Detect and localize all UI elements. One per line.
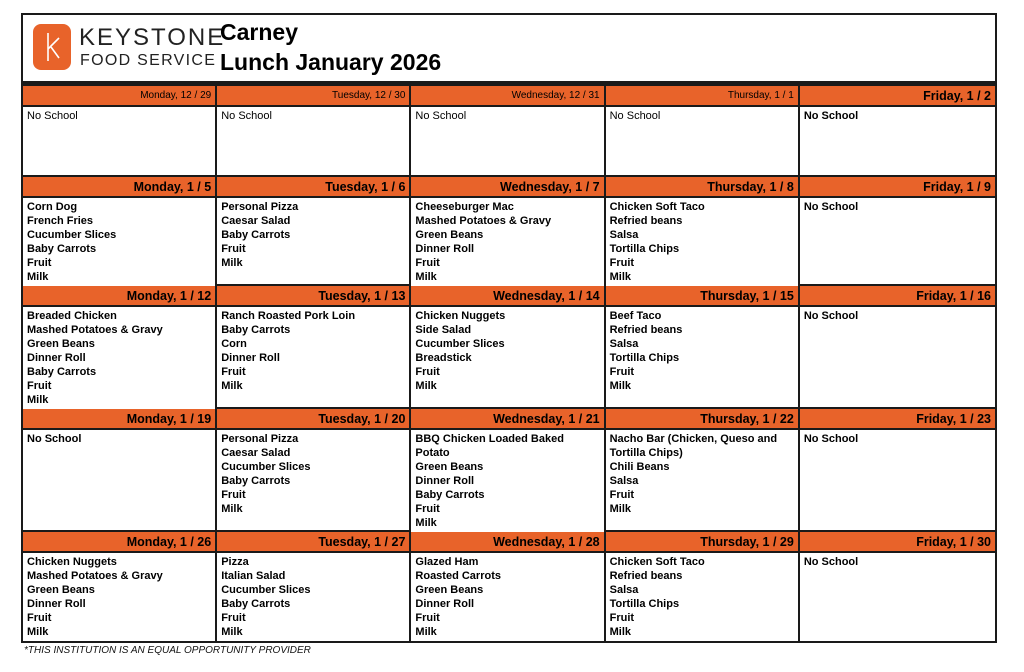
menu-item: Milk <box>415 517 437 529</box>
menu-item: Chicken Soft Taco <box>609 556 705 568</box>
day-header: Wednesday, 1 / 7 <box>411 177 603 198</box>
menu-item: Milk <box>221 257 243 269</box>
menu-items <box>411 430 603 534</box>
menu-items <box>23 430 215 532</box>
menu-item: Milk <box>609 626 632 638</box>
menu-item: Milk <box>415 626 437 638</box>
day-header: Tuesday, 1 / 13 <box>217 286 409 307</box>
menu-item: Tortilla Chips <box>609 598 680 610</box>
day-cell <box>606 286 800 409</box>
menu-item: Fruit <box>27 612 52 624</box>
menu-item: Fruit <box>609 257 635 269</box>
menu-item: Mashed Potatoes & Gravy <box>415 215 552 227</box>
menu-item: Dinner Roll <box>27 598 86 610</box>
menu-item: Personal Pizza <box>221 433 299 445</box>
menu-item: Fruit <box>221 243 246 255</box>
day-header: Wednesday, 1 / 14 <box>411 286 603 307</box>
day-header: Monday, 1 / 5 <box>23 177 215 198</box>
day-cell <box>217 86 411 177</box>
menu-items <box>800 198 995 286</box>
menu-item: Baby Carrots <box>221 598 291 610</box>
day-header: Monday, 12 / 29 <box>23 86 215 107</box>
menu-item: Milk <box>27 626 49 638</box>
day-cell <box>606 409 800 532</box>
menu-item: Dinner Roll <box>221 352 280 364</box>
menu-item: Salsa <box>609 475 639 487</box>
menu-item: No School <box>609 110 661 122</box>
week-row <box>23 532 995 641</box>
menu-item: Fruit <box>415 257 440 269</box>
day-cell <box>606 86 800 177</box>
day-header: Wednesday, 1 / 28 <box>411 532 603 553</box>
brand-name: KEYSTONE <box>79 24 226 51</box>
menu-item: Caesar Salad <box>221 215 291 227</box>
menu-item: Milk <box>27 271 49 283</box>
menu-item: Cheeseburger Mac <box>415 201 514 213</box>
menu-item: Green Beans <box>27 338 95 350</box>
menu-item: Baby Carrots <box>27 366 97 378</box>
menu-item: Corn Dog <box>27 201 78 213</box>
day-header: Tuesday, 1 / 27 <box>217 532 409 553</box>
menu-item: Green Beans <box>415 584 484 596</box>
day-cell <box>411 409 605 532</box>
menu-item: No School <box>415 110 467 122</box>
day-cell <box>411 86 605 177</box>
menu-item: Salsa <box>609 584 639 596</box>
menu-items <box>217 107 409 177</box>
menu-item: Ranch Roasted Pork Loin <box>221 310 356 322</box>
menu-items <box>411 107 603 177</box>
menu-item: Corn <box>221 338 247 350</box>
day-header: Thursday, 1 / 8 <box>606 177 798 198</box>
menu-item: Salsa <box>609 229 639 241</box>
menu-item: Milk <box>221 503 243 515</box>
calendar-header <box>23 15 995 86</box>
menu-item: Breaded Chicken <box>27 310 117 322</box>
menu-item: Milk <box>609 380 632 392</box>
menu-item: Caesar Salad <box>221 447 291 459</box>
day-header: Monday, 1 / 12 <box>23 286 215 307</box>
day-cell <box>800 177 995 286</box>
day-cell <box>800 532 995 641</box>
menu-item: Green Beans <box>415 461 484 473</box>
day-header: Friday, 1 / 9 <box>800 177 995 198</box>
menu-item: Tortilla Chips <box>609 352 680 364</box>
day-header: Friday, 1 / 2 <box>800 86 995 107</box>
menu-items <box>606 307 798 409</box>
menu-items <box>800 553 995 641</box>
menu-item: Fruit <box>27 380 52 392</box>
menu-item: Refried beans <box>609 324 683 336</box>
menu-item: Roasted Carrots <box>415 570 501 582</box>
menu-item: Baby Carrots <box>27 243 97 255</box>
day-cell <box>23 177 217 286</box>
menu-calendar <box>21 13 997 643</box>
menu-item: Mashed Potatoes & Gravy <box>27 570 163 582</box>
week-row <box>23 409 995 532</box>
menu-items <box>217 198 409 286</box>
menu-item: Fruit <box>27 257 52 269</box>
menu-item: Milk <box>609 271 632 283</box>
day-cell <box>411 177 605 286</box>
menu-item: Salsa <box>609 338 639 350</box>
day-cell <box>23 86 217 177</box>
menu-item: Milk <box>415 271 437 283</box>
day-header: Monday, 1 / 26 <box>23 532 215 553</box>
menu-item: Green Beans <box>27 584 95 596</box>
menu-item: Chili Beans <box>609 461 670 473</box>
menu-items <box>800 307 995 409</box>
menu-item: Baby Carrots <box>221 324 291 336</box>
menu-items <box>606 430 798 532</box>
menu-item: Personal Pizza <box>221 201 299 213</box>
calendar-grid <box>23 86 995 641</box>
menu-item: No School <box>803 433 859 445</box>
menu-item: Chicken Nuggets <box>27 556 117 568</box>
day-cell <box>217 177 411 286</box>
menu-item: Dinner Roll <box>415 243 475 255</box>
menu-item: French Fries <box>27 215 94 227</box>
page-title: Lunch January 2026 <box>220 49 442 75</box>
menu-item: Green Beans <box>415 229 484 241</box>
menu-item: Cucumber Slices <box>415 338 505 350</box>
day-header: Tuesday, 1 / 6 <box>217 177 409 198</box>
menu-items <box>800 107 995 177</box>
day-header: Friday, 1 / 30 <box>800 532 995 553</box>
day-cell <box>23 532 217 641</box>
day-cell <box>411 532 605 641</box>
menu-item: Refried beans <box>609 215 683 227</box>
day-cell <box>800 86 995 177</box>
week-row <box>23 177 995 286</box>
day-cell <box>23 409 217 532</box>
day-cell <box>217 409 411 532</box>
menu-item: Dinner Roll <box>27 352 86 364</box>
school-name: Carney <box>220 19 298 45</box>
menu-item: Milk <box>609 503 632 515</box>
day-header: Tuesday, 12 / 30 <box>217 86 409 107</box>
menu-item: Fruit <box>415 366 440 378</box>
week-row <box>23 86 995 177</box>
menu-item: Milk <box>221 626 243 638</box>
menu-item: No School <box>27 433 82 445</box>
menu-item: Side Salad <box>415 324 472 336</box>
menu-items <box>411 553 603 641</box>
day-cell <box>606 532 800 641</box>
menu-item: No School <box>803 556 859 568</box>
menu-item: Fruit <box>609 612 635 624</box>
menu-item: No School <box>803 201 859 213</box>
day-header: Tuesday, 1 / 20 <box>217 409 409 430</box>
day-header: Thursday, 1 / 22 <box>606 409 798 430</box>
menu-item: Fruit <box>221 489 246 501</box>
menu-item: Baby Carrots <box>221 475 291 487</box>
menu-items <box>23 553 215 641</box>
brand-subtitle: FOOD SERVICE <box>80 52 217 69</box>
menu-item: Refried beans <box>609 570 683 582</box>
menu-items <box>606 198 798 288</box>
menu-item: Glazed Ham <box>415 556 479 568</box>
day-cell <box>800 286 995 409</box>
menu-item: Fruit <box>415 612 440 624</box>
menu-item: Breadstick <box>415 352 472 364</box>
menu-item: Fruit <box>415 503 440 515</box>
day-header: Friday, 1 / 16 <box>800 286 995 307</box>
day-header: Wednesday, 12 / 31 <box>411 86 603 107</box>
menu-items <box>217 553 409 641</box>
menu-items <box>606 107 798 177</box>
menu-item: Chicken Nuggets <box>415 310 506 322</box>
menu-items <box>23 107 215 177</box>
menu-items <box>23 307 215 411</box>
menu-item: Milk <box>27 394 49 406</box>
day-header: Monday, 1 / 19 <box>23 409 215 430</box>
day-cell <box>217 286 411 409</box>
menu-item: Baby Carrots <box>221 229 291 241</box>
menu-items <box>606 553 798 641</box>
menu-item: Milk <box>415 380 437 392</box>
day-header: Wednesday, 1 / 21 <box>411 409 603 430</box>
day-cell <box>217 532 411 641</box>
menu-item: Baby Carrots <box>415 489 485 501</box>
menu-item: No School <box>803 310 859 322</box>
k-logo-icon <box>33 24 71 70</box>
day-header: Thursday, 1 / 29 <box>606 532 798 553</box>
menu-items <box>23 198 215 288</box>
menu-item: Cucumber Slices <box>221 584 311 596</box>
menu-item: Italian Salad <box>221 570 286 582</box>
day-header: Friday, 1 / 23 <box>800 409 995 430</box>
day-cell <box>411 286 605 409</box>
menu-items <box>411 198 603 288</box>
menu-item: Cucumber Slices <box>27 229 117 241</box>
menu-item: Dinner Roll <box>415 475 475 487</box>
menu-item: Tortilla Chips <box>609 243 680 255</box>
menu-item: Fruit <box>221 366 246 378</box>
menu-items <box>217 307 409 409</box>
menu-item: Beef Taco <box>609 310 662 322</box>
menu-item: Mashed Potatoes & Gravy <box>27 324 163 336</box>
menu-item: Cucumber Slices <box>221 461 311 473</box>
menu-item: Nacho Bar (Chicken, Queso and Tortilla Chips) <box>609 433 778 459</box>
menu-item: Fruit <box>609 489 635 501</box>
menu-item: No School <box>803 110 859 122</box>
menu-item: Chicken Soft Taco <box>609 201 705 213</box>
menu-item: No School <box>221 110 272 122</box>
day-cell <box>23 286 217 409</box>
menu-item: Milk <box>221 380 243 392</box>
day-cell <box>800 409 995 532</box>
day-header: Thursday, 1 / 15 <box>606 286 798 307</box>
menu-item: Fruit <box>221 612 246 624</box>
day-header: Thursday, 1 / 1 <box>606 86 798 107</box>
day-cell <box>606 177 800 286</box>
week-row <box>23 286 995 409</box>
menu-item: Dinner Roll <box>415 598 475 610</box>
menu-item: Pizza <box>221 556 249 568</box>
menu-item: No School <box>27 110 78 122</box>
menu-items <box>800 430 995 532</box>
menu-item: BBQ Chicken Loaded Baked Potato <box>415 433 564 459</box>
menu-items <box>217 430 409 532</box>
footer-note: *THIS INSTITUTION IS AN EQUAL OPPORTUNITY PROVIDER <box>24 645 311 656</box>
menu-items <box>411 307 603 409</box>
menu-item: Fruit <box>609 366 635 378</box>
